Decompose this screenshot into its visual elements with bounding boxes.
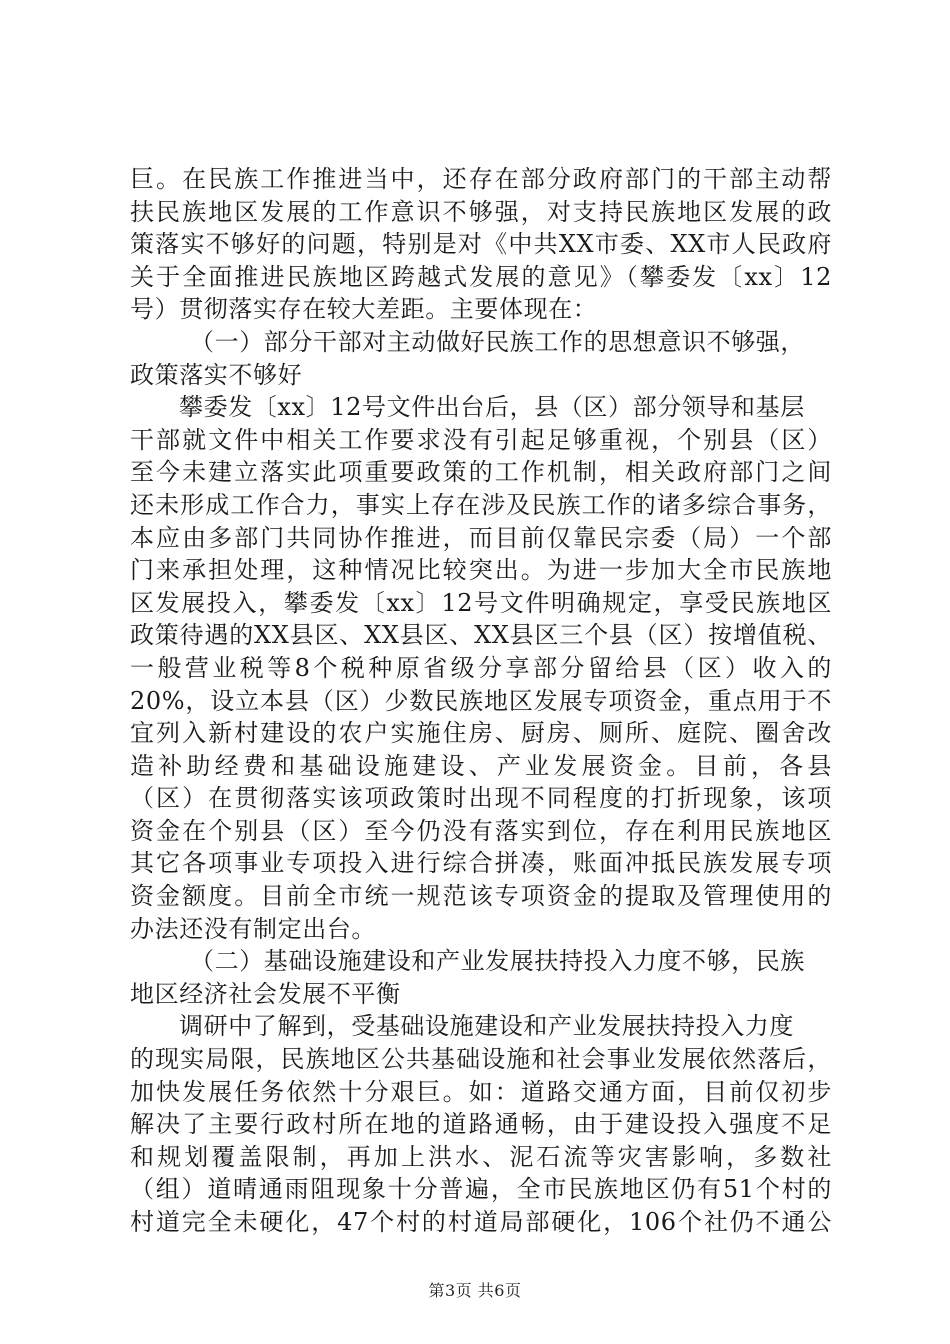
page-number: 第3页 共6页: [428, 1281, 522, 1300]
text-line: 策落实不够好的问题，特别是对《中共XX市委、XX市人民政府: [130, 230, 832, 259]
text-line: 巨。在民族工作推进当中，还存在部分政府部门的干部主动帮: [130, 165, 832, 193]
text-line: （二）基础设施建设和产业发展扶持投入力度不够，民族: [190, 947, 805, 976]
text-line: 其它各项事业专项投入进行综合拼凑，账面冲抵民族发展专项: [130, 849, 832, 878]
text-line: 办法还没有制定出台。: [130, 914, 376, 943]
text-line: （一）部分干部对主动做好民族工作的思想意识不够强，: [190, 327, 805, 356]
text-line: 加快发展任务依然十分艰巨。如：道路交通方面，目前仅初步: [130, 1077, 832, 1106]
text-line: 号）贯彻落实存在较大差距。主要体现在：: [130, 295, 598, 324]
text-line: 还未形成工作合力，事实上存在涉及民族工作的诸多综合事务，: [130, 490, 832, 519]
text-line: 造补助经费和基础设施建设、产业发展资金。目前，各县: [130, 751, 832, 780]
text-line: 和规划覆盖限制，再加上洪水、泥石流等灾害影响，多数社: [130, 1142, 832, 1171]
text-line: （组）道晴通雨阻现象十分普遍，全市民族地区仍有51个村的: [130, 1175, 832, 1204]
text-line: 宜列入新村建设的农户实施住房、厨房、厕所、庭院、圈舍改: [130, 719, 832, 748]
text-line: 区发展投入，攀委发〔xx〕12号文件明确规定，享受民族地区: [130, 588, 832, 617]
text-line: 的现实局限，民族地区公共基础设施和社会事业发展依然落后，: [130, 1045, 832, 1074]
text-line: 村道完全未硬化，47个村的村道局部硬化，106个社仍不通公: [130, 1208, 832, 1236]
text-line: 干部就文件中相关工作要求没有引起足够重视，个别县（区）: [130, 425, 832, 454]
text-line: （区）在贯彻落实该项政策时出现不同程度的打折现象，该项: [130, 784, 832, 813]
text-line: 政策待遇的XX县区、XX县区、XX县区三个县（区）按增值税、: [130, 621, 832, 650]
text-line: 本应由多部门共同协作推进，而目前仅靠民宗委（局）一个部: [130, 523, 832, 552]
text-line: 调研中了解到，受基础设施建设和产业发展扶持投入力度: [179, 1012, 794, 1041]
document-body: [130, 163, 832, 1239]
page-footer: [0, 1278, 950, 1301]
text-line: 地区经济社会发展不平衡: [130, 979, 401, 1008]
text-line: 至今未建立落实此项重要政策的工作机制，相关政府部门之间: [130, 458, 832, 487]
text-line: 解决了主要行政村所在地的道路通畅，由于建设投入强度不足: [130, 1110, 832, 1139]
text-line: 门来承担处理，这种情况比较突出。为进一步加大全市民族地: [130, 556, 832, 585]
text-line: 资金额度。目前全市统一规范该专项资金的提取及管理使用的: [130, 882, 832, 911]
text-line: 攀委发〔xx〕12号文件出台后，县（区）部分领导和基层: [179, 393, 805, 422]
text-line: 关于全面推进民族地区跨越式发展的意见》（攀委发〔xx〕12: [130, 262, 832, 291]
text-line: 扶民族地区发展的工作意识不够强，对支持民族地区发展的政: [130, 197, 832, 226]
text-line: 一般营业税等8个税种原省级分享部分留给县（区）收入的: [130, 653, 832, 682]
text-line: 政策落实不够好: [130, 360, 303, 389]
text-line: 20%，设立本县（区）少数民族地区发展专项资金，重点用于不: [130, 686, 832, 715]
text-line: 资金在个别县（区）至今仍没有落实到位，存在利用民族地区: [130, 816, 832, 845]
